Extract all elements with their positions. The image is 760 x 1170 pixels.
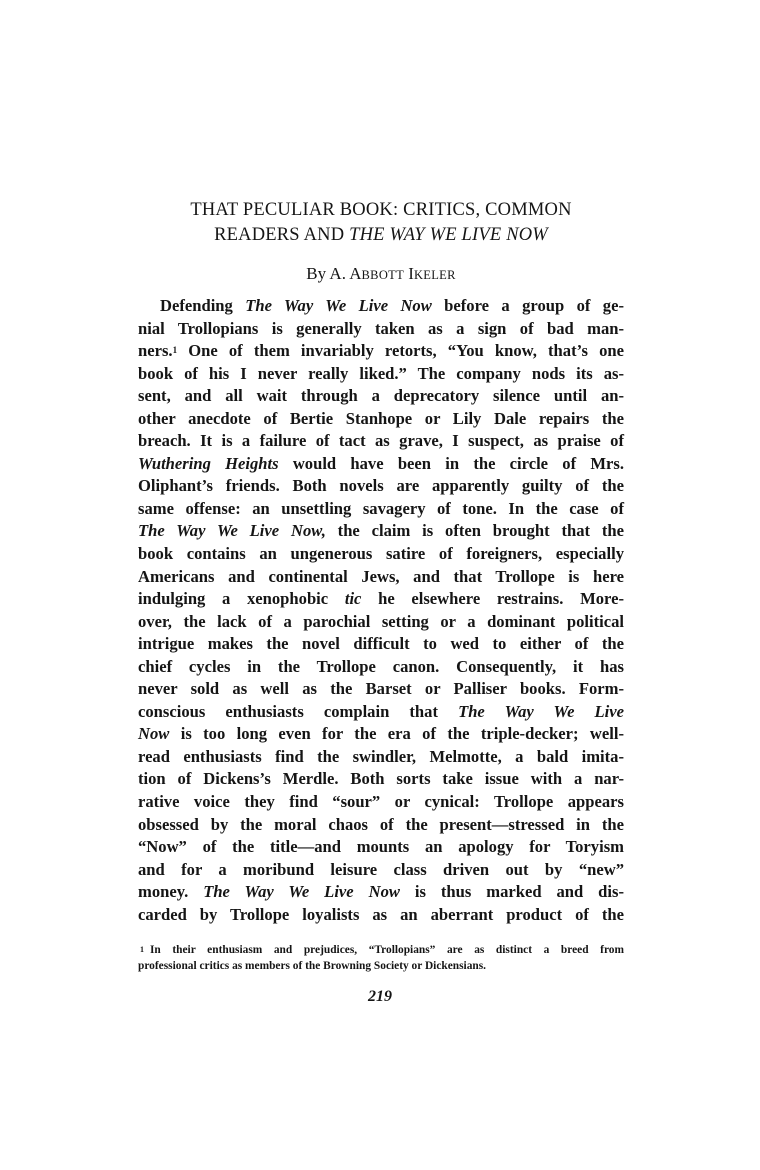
body-line: over, the lack of a parochial setting or a dominant political	[138, 611, 624, 631]
footnote-mark: 1	[140, 945, 144, 955]
body-line: Wuthering Heights would have been in the circle of Mrs.	[138, 453, 624, 473]
body-line: obsessed by the moral chaos of the present—stressed in the	[138, 814, 624, 834]
footnote-line-1: $^1$ In their enthusiasm and prejudices, “Trollopians” are as distinct a breed from	[140, 944, 624, 957]
article-title	[138, 198, 624, 248]
italic-word: tic	[344, 589, 362, 609]
body-line: carded by Trollope loyalists as an aberrant product of the	[138, 904, 624, 924]
byline-ikeler-rest: KELER	[413, 268, 456, 282]
title-line-2-italic: THE WAY WE LIVE NOW	[349, 225, 548, 245]
footnote-ref: 1	[172, 345, 178, 356]
byline-abbott-rest: BBOTT	[361, 268, 405, 282]
byline-by: By	[306, 264, 327, 283]
body-line: Americans and continental Jews, and that Trollope is here	[138, 566, 624, 586]
italic-title-ref: The Way We Live	[458, 701, 624, 721]
body-line: book of his I never really liked.” The company nods its as-	[138, 363, 624, 383]
body-line: book contains an ungenerous satire of foreigners, especially	[138, 544, 624, 564]
body-line: intrigue makes the novel difficult to wed to either of the	[138, 634, 624, 654]
body-line: Oliphant’s friends. Both novels are apparently guilty of the	[138, 476, 624, 496]
body-line: conscious enthusiasts complain that The Way We Live	[138, 701, 624, 721]
italic-title-ref: The Way We Live Now	[245, 296, 432, 315]
italic-title-ref: Now	[138, 724, 170, 744]
title-line-2-prefix: READERS AND	[214, 225, 350, 245]
byline-initial: A.	[329, 264, 346, 283]
body-line: “Now” of the title—and mounts an apology for Toryism	[138, 837, 624, 857]
italic-title-ref: The Way We Live Now,	[138, 521, 326, 541]
author-byline	[138, 262, 624, 287]
byline-abbott-first: A	[349, 264, 362, 283]
body-line: sent, and all wait through a deprecatory silence until an-	[138, 386, 624, 406]
page-number: 219	[368, 988, 392, 1005]
footnote-line-2: professional critics as members of the Browning Society or Dickensians.	[138, 960, 487, 973]
italic-title-ref: Wuthering Heights	[138, 453, 279, 473]
body-line: nial Trollopians is generally taken as a sign of bad man-	[138, 318, 624, 338]
body-line: breach. It is a failure of tact as grave, I suspect, as praise of	[138, 431, 624, 451]
body-line: same offense: an unsettling savagery of tone. In the case of	[138, 498, 624, 518]
body-line: Now is too long even for the era of the triple-decker; well-	[138, 724, 624, 744]
body-line: chief cycles in the Trollope canon. Consequently, it has	[138, 656, 624, 676]
body-line: read enthusiasts find the swindler, Melmotte, a bald imita-	[138, 746, 624, 766]
italic-title-ref: The Way We Live Now	[203, 882, 400, 902]
body-line: money. The Way We Live Now is thus marked and dis-	[138, 882, 625, 902]
body-line: rative voice they find “sour” or cynical: Trollope appears	[138, 792, 624, 812]
body-line: never sold as well as the Barset or Palliser books. Form-	[138, 679, 624, 699]
body-line: other anecdote of Bertie Stanhope or Lily Dale repairs the	[138, 408, 624, 428]
body-line: indulging a xenophobic tic he elsewhere restrains. More-	[138, 589, 624, 609]
body-paragraph	[138, 295, 624, 926]
title-line-1: THAT PECULIAR BOOK: CRITICS, COMMON	[190, 200, 572, 220]
body-line: The Way We Live Now, the claim is often brought that the	[138, 521, 624, 541]
article-page	[138, 198, 624, 974]
byline-ikeler-first: I	[408, 264, 414, 283]
footnote	[138, 942, 624, 974]
body-line: Defending The Way We Live Now before a group of ge-	[160, 296, 624, 315]
body-line: and for a moribund leisure class driven out by “new”	[138, 859, 624, 879]
body-line: tion of Dickens’s Merdle. Both sorts take issue with a nar-	[138, 769, 624, 789]
body-line: ners.$^1$ One of them invariably retorts, “You know, that’s one	[138, 341, 624, 361]
